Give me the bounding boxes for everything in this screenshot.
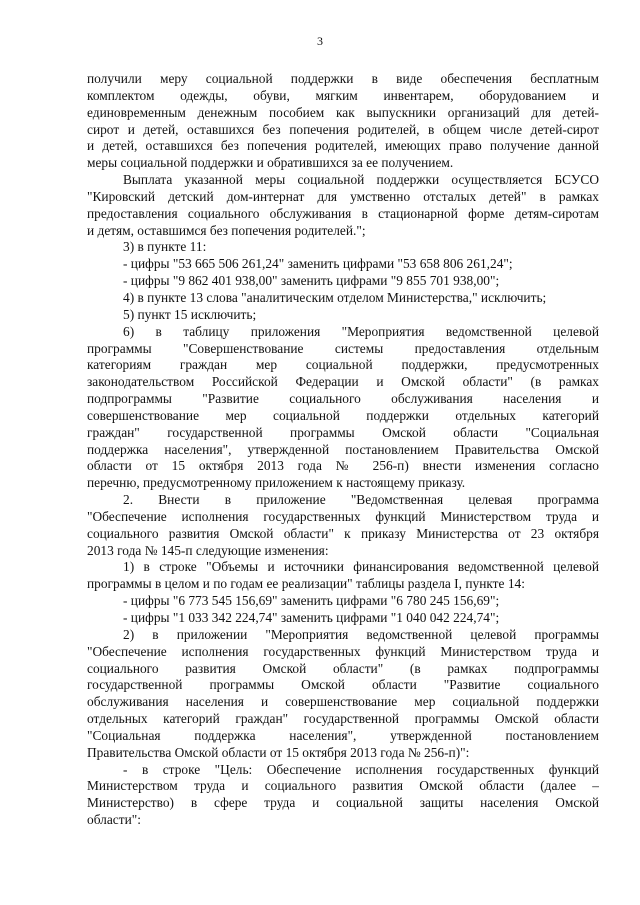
text-line: 2. Внести в приложение "Ведомственная целевая программа: [123, 492, 599, 508]
text-line: "Обеспечение исполнения государственных функций Министерством труда и: [87, 643, 599, 659]
text-line: государственной программы Омской области "Развитие социального: [87, 677, 599, 693]
text-line: меры социальной поддержки и обратившихся за ее получением.: [87, 155, 454, 171]
text-line: категориям граждан мер социальной поддержки, предусмотренных: [87, 357, 599, 373]
text-line: поддержка населения", утвержденной постановлением Правительства Омской: [87, 441, 599, 457]
text-line: предоставления социального обслуживания в стационарной форме детям-сиротам: [87, 205, 599, 221]
text-line: подпрограммы "Развитие социального обслуживания населения и: [87, 391, 599, 407]
text-line: социального развития Омской области" к приказу Министерства от 23 октября: [87, 525, 599, 541]
text-line: 5) пункт 15 исключить;: [123, 306, 257, 322]
text-line: получили меру социальной поддержки в виде обеспечения бесплатным: [87, 71, 599, 86]
text-line: - цифры "1 033 342 224,74" заменить цифрами "1 040 042 224,74";: [123, 610, 500, 625]
text-line: законодательством Российской Федерации и Омской области" (в рамках: [87, 374, 599, 390]
text-line: обслуживания населения и совершенствование мер социальной поддержки: [87, 694, 599, 710]
page-number: 3: [317, 34, 323, 48]
text-line: комплектом одежды, обуви, мягким инвентарем, оборудованием и: [87, 87, 599, 103]
text-line: программы "Совершенствование системы предоставления отдельным: [87, 340, 599, 356]
text-line: 2) в приложении "Мероприятия ведомственной целевой программы: [123, 626, 599, 642]
text-line: Министерство) в сфере труда и социальной защиты населения Омской: [87, 795, 599, 811]
text-line: "Обеспечение исполнения государственных функций Министерством труда и: [87, 508, 599, 524]
document-body: [87, 71, 599, 829]
text-line: программы в целом и по годам ее реализации" таблицы раздела I, пункте 14:: [87, 576, 525, 592]
text-line: - в строке "Цель: Обеспечение исполнения государственных функций: [123, 761, 599, 777]
text-line: единовременным денежным пособием как выпускники организаций для детей-: [87, 104, 599, 120]
text-line: - цифры "53 665 506 261,24" заменить цифрами "53 658 806 261,24";: [123, 256, 513, 272]
text-line: - цифры "9 862 401 938,00" заменить цифрами "9 855 701 938,00";: [123, 273, 500, 289]
text-line: и детям, оставшимся без попечения родителей.";: [87, 222, 366, 238]
text-line: совершенствование мер социальной поддержки отдельных категорий: [87, 407, 599, 423]
text-line: области от 15 октября 2013 года № 256-п) внести изменения согласно: [87, 458, 599, 474]
text-line: граждан" государственной программы Омской области "Социальная: [87, 424, 599, 440]
text-line: и детей, оставшихся без попечения родителей, имеющих право получение данной: [87, 138, 599, 154]
text-line: "Социальная поддержка населения", утвержденной постановлением: [87, 727, 599, 743]
text-line: сирот и детей, оставшихся без попечения родителей, в общем числе детей-сирот: [87, 121, 599, 137]
text-line: 2013 года № 145-п следующие изменения:: [87, 542, 329, 558]
text-line: перечню, предусмотренному приложением к настоящему приказу.: [87, 475, 466, 491]
text-line: - цифры "6 773 545 156,69" заменить цифрами "6 780 245 156,69";: [123, 593, 500, 609]
text-line: 3) в пункте 11:: [123, 239, 207, 255]
text-line: "Кировский детский дом-интернат для умственно отсталых детей" в рамках: [87, 188, 599, 204]
text-line: социального развития Омской области" (в рамках подпрограммы: [87, 660, 599, 676]
text-line: отдельных категорий граждан" государственной программы Омской области: [87, 711, 599, 727]
text-line: 6) в таблицу приложения "Мероприятия ведомственной целевой: [123, 323, 599, 339]
text-line: Министерством труда и социального развития Омской области (далее –: [87, 778, 599, 794]
text-line: 4) в пункте 13 слова "аналитическим отделом Министерства," исключить;: [123, 289, 547, 305]
text-line: Выплата указанной меры социальной поддержки осуществляется БСУСО: [123, 172, 599, 188]
text-line: области":: [87, 812, 141, 828]
text-line: Правительства Омской области от 15 октября 2013 года № 256-п)":: [87, 744, 470, 760]
text-line: 1) в строке "Объемы и источники финансирования ведомственной целевой: [123, 559, 599, 575]
